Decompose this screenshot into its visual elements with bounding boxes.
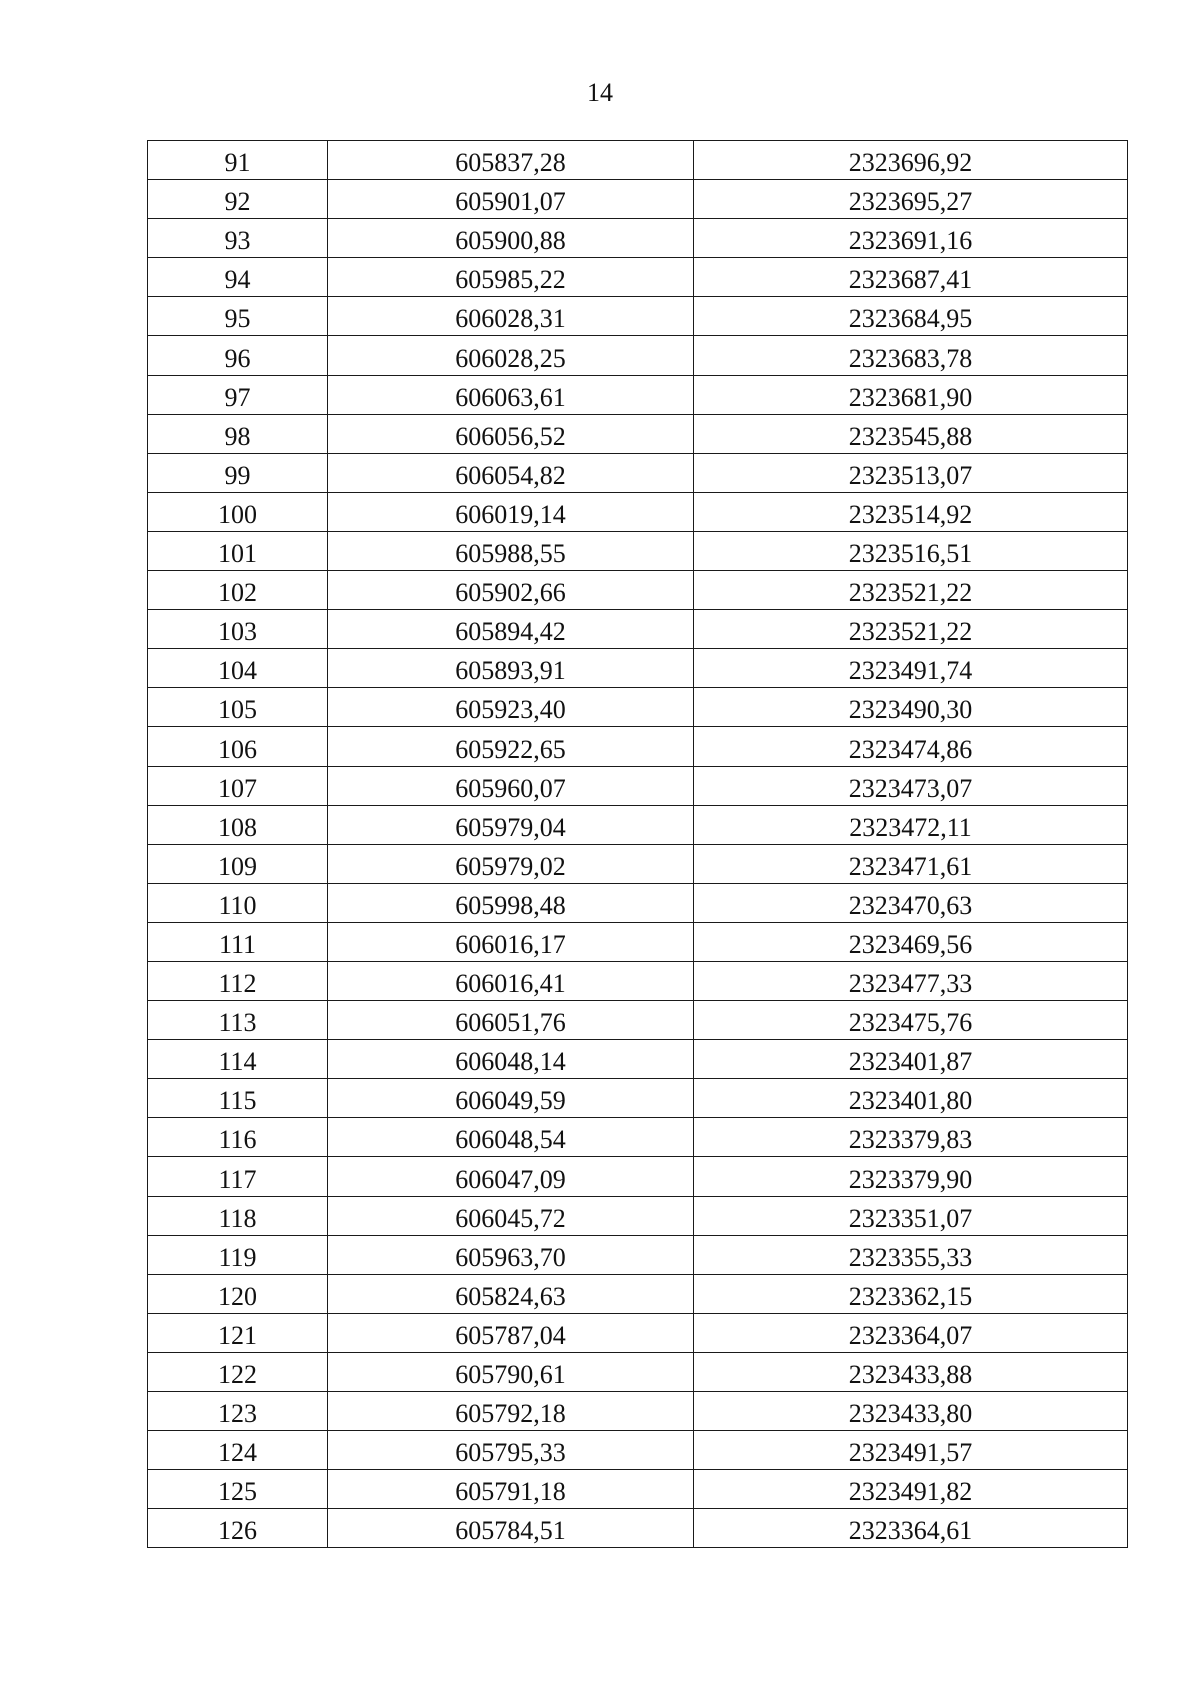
- y-coordinate-cell: 2323472,11: [694, 805, 1128, 844]
- x-coordinate-cell: 605787,04: [328, 1313, 694, 1352]
- x-coordinate-cell: 605988,55: [328, 531, 694, 570]
- x-coordinate-cell: 605963,70: [328, 1235, 694, 1274]
- y-coordinate-cell: 2323521,22: [694, 610, 1128, 649]
- point-number-cell: 97: [148, 375, 328, 414]
- point-number-cell: 118: [148, 1196, 328, 1235]
- x-coordinate-cell: 606048,14: [328, 1040, 694, 1079]
- y-coordinate-cell: 2323521,22: [694, 571, 1128, 610]
- point-number-cell: 117: [148, 1157, 328, 1196]
- x-coordinate-cell: 605979,02: [328, 844, 694, 883]
- table-row: [148, 375, 1128, 414]
- y-coordinate-cell: 2323475,76: [694, 1001, 1128, 1040]
- y-coordinate-cell: 2323469,56: [694, 922, 1128, 961]
- x-coordinate-cell: 605902,66: [328, 571, 694, 610]
- x-coordinate-cell: 606045,72: [328, 1196, 694, 1235]
- x-coordinate-cell: 606054,82: [328, 453, 694, 492]
- y-coordinate-cell: 2323514,92: [694, 492, 1128, 531]
- y-coordinate-cell: 2323471,61: [694, 844, 1128, 883]
- x-coordinate-cell: 605824,63: [328, 1274, 694, 1313]
- point-number-cell: 104: [148, 649, 328, 688]
- x-coordinate-cell: 605998,48: [328, 883, 694, 922]
- coordinates-table: [147, 140, 1128, 1548]
- x-coordinate-cell: 606048,54: [328, 1118, 694, 1157]
- point-number-cell: 99: [148, 453, 328, 492]
- x-coordinate-cell: 606016,17: [328, 922, 694, 961]
- x-coordinate-cell: 606047,09: [328, 1157, 694, 1196]
- table-row: [148, 1040, 1128, 1079]
- point-number-cell: 115: [148, 1079, 328, 1118]
- table-row: [148, 492, 1128, 531]
- table-row: [148, 453, 1128, 492]
- table-row: [148, 688, 1128, 727]
- table-row: [148, 1235, 1128, 1274]
- x-coordinate-cell: 605792,18: [328, 1392, 694, 1431]
- point-number-cell: 108: [148, 805, 328, 844]
- table-row: [148, 610, 1128, 649]
- point-number-cell: 111: [148, 922, 328, 961]
- x-coordinate-cell: 605837,28: [328, 141, 694, 180]
- table-row: [148, 571, 1128, 610]
- point-number-cell: 92: [148, 180, 328, 219]
- y-coordinate-cell: 2323491,82: [694, 1470, 1128, 1509]
- table-row: [148, 141, 1128, 180]
- table-row: [148, 258, 1128, 297]
- table-row: [148, 1431, 1128, 1470]
- table-row: [148, 766, 1128, 805]
- x-coordinate-cell: 605790,61: [328, 1352, 694, 1391]
- table-row: [148, 1157, 1128, 1196]
- y-coordinate-cell: 2323513,07: [694, 453, 1128, 492]
- point-number-cell: 112: [148, 961, 328, 1000]
- point-number-cell: 119: [148, 1235, 328, 1274]
- y-coordinate-cell: 2323401,80: [694, 1079, 1128, 1118]
- point-number-cell: 103: [148, 610, 328, 649]
- x-coordinate-cell: 606028,25: [328, 336, 694, 375]
- table-row: [148, 1352, 1128, 1391]
- x-coordinate-cell: 605795,33: [328, 1431, 694, 1470]
- x-coordinate-cell: 605979,04: [328, 805, 694, 844]
- x-coordinate-cell: 606056,52: [328, 414, 694, 453]
- point-number-cell: 105: [148, 688, 328, 727]
- y-coordinate-cell: 2323545,88: [694, 414, 1128, 453]
- y-coordinate-cell: 2323351,07: [694, 1196, 1128, 1235]
- y-coordinate-cell: 2323473,07: [694, 766, 1128, 805]
- table-row: [148, 1470, 1128, 1509]
- y-coordinate-cell: 2323516,51: [694, 531, 1128, 570]
- y-coordinate-cell: 2323364,61: [694, 1509, 1128, 1548]
- table-row: [148, 922, 1128, 961]
- point-number-cell: 124: [148, 1431, 328, 1470]
- table-row: [148, 1196, 1128, 1235]
- point-number-cell: 98: [148, 414, 328, 453]
- y-coordinate-cell: 2323433,88: [694, 1352, 1128, 1391]
- y-coordinate-cell: 2323684,95: [694, 297, 1128, 336]
- x-coordinate-cell: 605784,51: [328, 1509, 694, 1548]
- y-coordinate-cell: 2323490,30: [694, 688, 1128, 727]
- point-number-cell: 120: [148, 1274, 328, 1313]
- table-row: [148, 805, 1128, 844]
- table-row: [148, 1509, 1128, 1548]
- point-number-cell: 123: [148, 1392, 328, 1431]
- point-number-cell: 122: [148, 1352, 328, 1391]
- x-coordinate-cell: 606019,14: [328, 492, 694, 531]
- y-coordinate-cell: 2323379,83: [694, 1118, 1128, 1157]
- y-coordinate-cell: 2323355,33: [694, 1235, 1128, 1274]
- x-coordinate-cell: 605985,22: [328, 258, 694, 297]
- y-coordinate-cell: 2323683,78: [694, 336, 1128, 375]
- table-row: [148, 1001, 1128, 1040]
- x-coordinate-cell: 605900,88: [328, 219, 694, 258]
- y-coordinate-cell: 2323491,57: [694, 1431, 1128, 1470]
- point-number-cell: 101: [148, 531, 328, 570]
- x-coordinate-cell: 606051,76: [328, 1001, 694, 1040]
- x-coordinate-cell: 605960,07: [328, 766, 694, 805]
- table-row: [148, 180, 1128, 219]
- table-row: [148, 649, 1128, 688]
- y-coordinate-cell: 2323362,15: [694, 1274, 1128, 1313]
- table-row: [148, 1079, 1128, 1118]
- y-coordinate-cell: 2323491,74: [694, 649, 1128, 688]
- y-coordinate-cell: 2323364,07: [694, 1313, 1128, 1352]
- x-coordinate-cell: 605893,91: [328, 649, 694, 688]
- table-row: [148, 531, 1128, 570]
- x-coordinate-cell: 606049,59: [328, 1079, 694, 1118]
- point-number-cell: 107: [148, 766, 328, 805]
- y-coordinate-cell: 2323474,86: [694, 727, 1128, 766]
- table-row: [148, 727, 1128, 766]
- y-coordinate-cell: 2323379,90: [694, 1157, 1128, 1196]
- table-row: [148, 297, 1128, 336]
- x-coordinate-cell: 606063,61: [328, 375, 694, 414]
- y-coordinate-cell: 2323687,41: [694, 258, 1128, 297]
- point-number-cell: 114: [148, 1040, 328, 1079]
- point-number-cell: 113: [148, 1001, 328, 1040]
- table-row: [148, 1118, 1128, 1157]
- y-coordinate-cell: 2323401,87: [694, 1040, 1128, 1079]
- point-number-cell: 93: [148, 219, 328, 258]
- point-number-cell: 91: [148, 141, 328, 180]
- point-number-cell: 126: [148, 1509, 328, 1548]
- point-number-cell: 96: [148, 336, 328, 375]
- table-row: [148, 219, 1128, 258]
- table-row: [148, 414, 1128, 453]
- point-number-cell: 109: [148, 844, 328, 883]
- x-coordinate-cell: 605922,65: [328, 727, 694, 766]
- coordinates-table-body: [148, 141, 1128, 1548]
- x-coordinate-cell: 606028,31: [328, 297, 694, 336]
- table-row: [148, 336, 1128, 375]
- y-coordinate-cell: 2323470,63: [694, 883, 1128, 922]
- y-coordinate-cell: 2323696,92: [694, 141, 1128, 180]
- y-coordinate-cell: 2323691,16: [694, 219, 1128, 258]
- point-number-cell: 100: [148, 492, 328, 531]
- x-coordinate-cell: 605923,40: [328, 688, 694, 727]
- table-row: [148, 844, 1128, 883]
- x-coordinate-cell: 605791,18: [328, 1470, 694, 1509]
- y-coordinate-cell: 2323433,80: [694, 1392, 1128, 1431]
- y-coordinate-cell: 2323477,33: [694, 961, 1128, 1000]
- y-coordinate-cell: 2323681,90: [694, 375, 1128, 414]
- point-number-cell: 116: [148, 1118, 328, 1157]
- table-row: [148, 1274, 1128, 1313]
- point-number-cell: 94: [148, 258, 328, 297]
- page-number: 14: [587, 78, 613, 107]
- table-row: [148, 883, 1128, 922]
- x-coordinate-cell: 606016,41: [328, 961, 694, 1000]
- point-number-cell: 110: [148, 883, 328, 922]
- point-number-cell: 125: [148, 1470, 328, 1509]
- x-coordinate-cell: 605901,07: [328, 180, 694, 219]
- table-row: [148, 961, 1128, 1000]
- y-coordinate-cell: 2323695,27: [694, 180, 1128, 219]
- table-row: [148, 1313, 1128, 1352]
- point-number-cell: 106: [148, 727, 328, 766]
- table-row: [148, 1392, 1128, 1431]
- point-number-cell: 95: [148, 297, 328, 336]
- x-coordinate-cell: 605894,42: [328, 610, 694, 649]
- point-number-cell: 102: [148, 571, 328, 610]
- point-number-cell: 121: [148, 1313, 328, 1352]
